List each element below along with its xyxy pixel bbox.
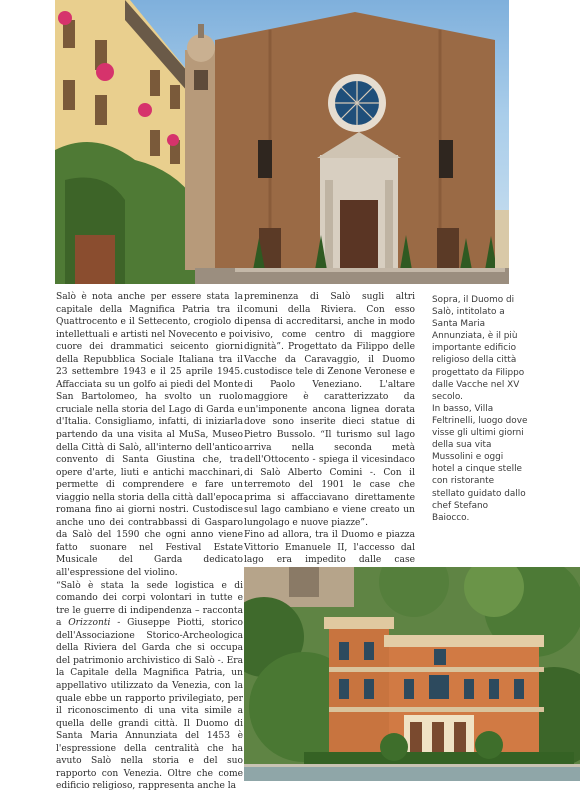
duomo-salo-photo — [55, 0, 509, 284]
quote-text: “Salò è stata la sede logistica e di comando dei corpi volontari in tutte e tre le guerre di indipendenza – — [56, 580, 243, 616]
paragraph — [56, 580, 243, 793]
caption-top: Sopra, il Duomo di Salò, intitolato a Santa Maria Annunziata, è il più importante edificio religioso della città progettato da Filippo dalle Vacche nel XV secolo. — [432, 295, 525, 402]
quote-attribution: racconta a — [56, 605, 243, 629]
photo-caption — [432, 294, 528, 524]
villa-feltrinelli-photo — [244, 567, 580, 781]
quote-continuation: - Giuseppe Piotti, storico dell'Associazione Storico-Archeologica della Riviera del Garda che si occupa del patrimonio archivistico di Salò -. Era la Capitale della Magnifica Patria, un appellativo utilizzato da Venezia, con la quale ebbe un rapporto privilegiato, per il riconoscimento di una vita simile a quella delle grandi città. Il Duomo di Santa Maria Annunziata del 1453 è l'espressione della centralità che ha avuto Salò nella storia e del suo rapporto con Venezia. Oltre che come edificio religioso, rappresenta anche la — [56, 618, 243, 792]
magazine-name: Orizzonti — [68, 618, 111, 629]
paragraph: Fino ad allora, tra il Duomo e piazza Vittorio Emanuele II, l'accesso dal lago era impedito dalle case — [244, 530, 415, 566]
paragraph: preminenza di Salò sugli altri comuni della Riviera. Con esso pensa di accreditarsi, anche in modo visivo, come centro di maggiore dignità”. Progettato da Filippo delle Vacche da Caravaggio, il Duomo custodisce tele di Zenone Veronese e di Paolo Veneziano. L'altare maggiore è caratterizzato da un'imponente ancona lignea dorata dove sono inserite dieci statue di Pietro Bussolo. “Il turismo sul lago arriva nella seconda metà dell'Ottocento - spiega il vicesindaco di Salò Alberto Comini -. Con il terremoto del 1901 le case che prima si affacciavano direttamente sul lago cambiano e viene creato un lungolago e nuove piazze”. — [244, 292, 416, 528]
caption-bottom: In basso, Villa Feltrinelli, luogo dove visse gli ultimi giorni della sua vita Mussolini e oggi hotel a cinque stelle con ristorante stellato guidato dallo chef Stefano Baiocco. — [432, 403, 528, 523]
paragraph: Salò è nota anche per essere stata la capitale della Magnifica Patria tra il Quattrocento e il Settecento, crogiolo di intellettuali e artisti nel Novecento e poi cuore dei drammatici seicento giorni della Repubblica Sociale Italiana tra il 23 settembre 1943 e il 25 aprile 1945. Affacciata su un golfo ai piedi del Monte San Bartolomeo, ha svolto un ruolo cruciale nella storia del Lago di Garda e d'Italia. Consigliamo, infatti, di iniziarla partendo da una visita al MuSa, Museo della Città di Salò, all'interno dell'antico convento di Santa Giustina che, tra opere d'arte, liuti e antichi macchinari, permette di comprendere e fare un viaggio nella storia della città dall'epoca romana fino ai giorni nostri. Custodisce anche uno dei contrabbassi di Gasparo da Salò del 1590 che ogni anno viene fatto suonare nel Festival Estate Musicale del Garda dedicato all'espressione del violino. — [56, 292, 243, 579]
article-column-left — [56, 291, 243, 793]
